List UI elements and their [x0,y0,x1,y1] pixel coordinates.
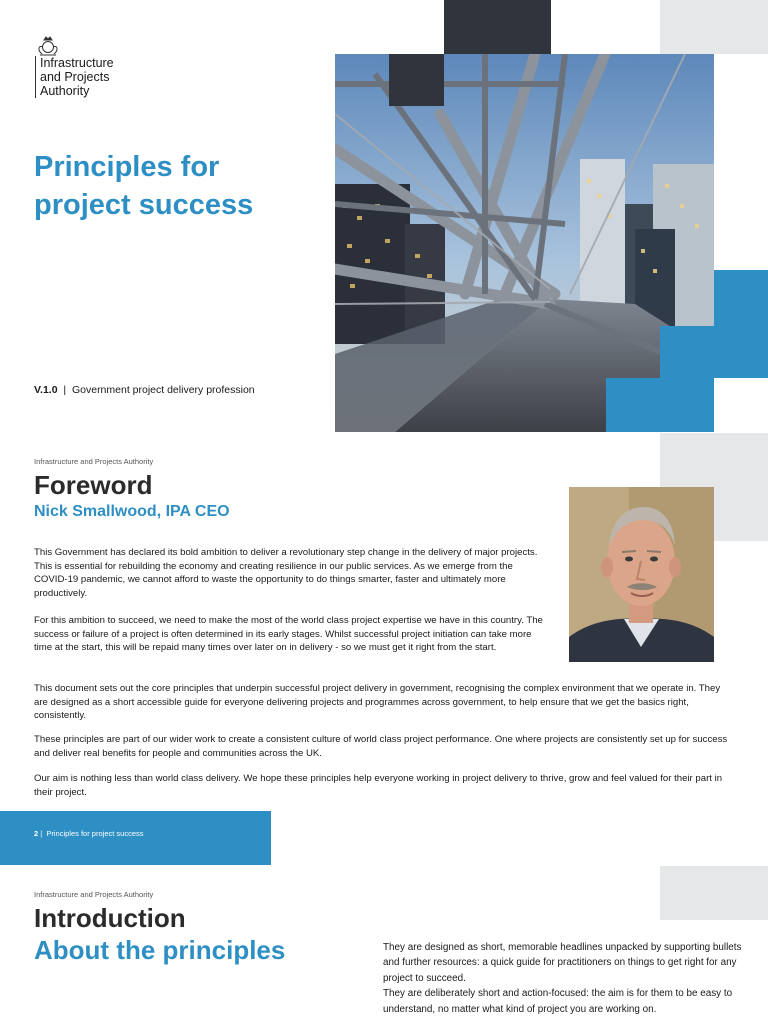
decor-grey-block-bottom [660,866,768,920]
intro-paragraph-1: They are designed as short, memorable headlines unpacked by supporting bullets and further resources: a quick guide for practitioners on things to get right for any project to succeed. [383,942,742,984]
foreword-paragraph-5: Our aim is nothing less than world class delivery. We hope these principles help everyone working in project delivery to thrive, grow and feel valued for their part in their project. [34,773,723,798]
decor-blue-block-1 [714,270,768,326]
decor-grey-block-side [714,487,768,541]
intro-subheading: About the principles [34,935,286,965]
footer-separator: | [38,829,47,838]
ceo-portrait-photo [569,487,714,662]
intro-paragraph-2: They are deliberately short and action-focused: the aim is for them to be easy to understand, no matter what kind of project you are working on. [383,988,733,1015]
logo-line-2: and Projects [40,70,110,84]
version-profession: Government project delivery profession [71,384,255,396]
page-footer-bar [0,811,271,865]
footer-page-number: 2 [34,829,39,838]
decor-grey-block-top [660,0,768,54]
version-separator: | [57,384,72,396]
logo-divider [35,56,36,98]
intro-heading: Introduction [34,903,186,933]
foreword-paragraph-2: For this ambition to succeed, we need to make the most of the world class project expertise we have in this country. The success or failure of a project is often determined in its early stages. Whilst successful project initiation can take more time at the start, this will be repaid many times over later on in delivery - so we must get it right from the start. [34,615,543,654]
cover-title [34,148,253,224]
decor-dark-block-top [444,0,551,54]
foreword-org-label: Infrastructure and Projects Authority [34,457,154,466]
intro-org-label: Infrastructure and Projects Authority [34,890,154,899]
version-number: V.1.0 [34,384,58,396]
foreword-paragraph-1: This Government has declared its bold ambition to deliver a revolutionary step change in the delivery of major projects. This is essential for rebuilding the economy and creating resilience in our public services. As we emerge from the COVID-19 pandemic, we cannot afford to waste the opportunity to do things smarter, faster and ultimately more productively. [34,547,538,599]
cover-bridge-photo [335,54,714,432]
decor-blue-block-3 [606,378,714,432]
version-line [34,384,255,396]
decor-dark-block-mid [389,54,444,106]
footer-document-title: Principles for project success [46,829,144,838]
foreword-heading: Foreword [34,470,153,500]
decor-grey-block-mid [660,433,768,487]
foreword-paragraph-4: These principles are part of our wider work to create a consistent culture of world class project performance. One where projects are consistently set up for success and deliver real benefits for people and communities across the UK. [34,734,728,759]
logo-line-3: Authority [40,84,90,98]
decor-blue-block-2 [660,326,768,378]
cover-title-line-2: project success [34,189,254,221]
org-logo-text [40,56,114,98]
foreword-author: Nick Smallwood, IPA CEO [34,503,230,520]
cover-title-line-1: Principles for [34,151,220,183]
foreword-paragraph-3: This document sets out the core principles that underpin successful project delivery in government, recognising the complex environment that we operate in. They are designed as a short accessible guide for everyone delivering projects and programmes across government, to help ensure that we get the basics right, consistently. [34,683,721,722]
intro-body [383,940,743,1017]
royal-crest-icon [34,34,62,56]
page-footer-text [34,829,144,838]
logo-line-1: Infrastructure [40,56,114,70]
